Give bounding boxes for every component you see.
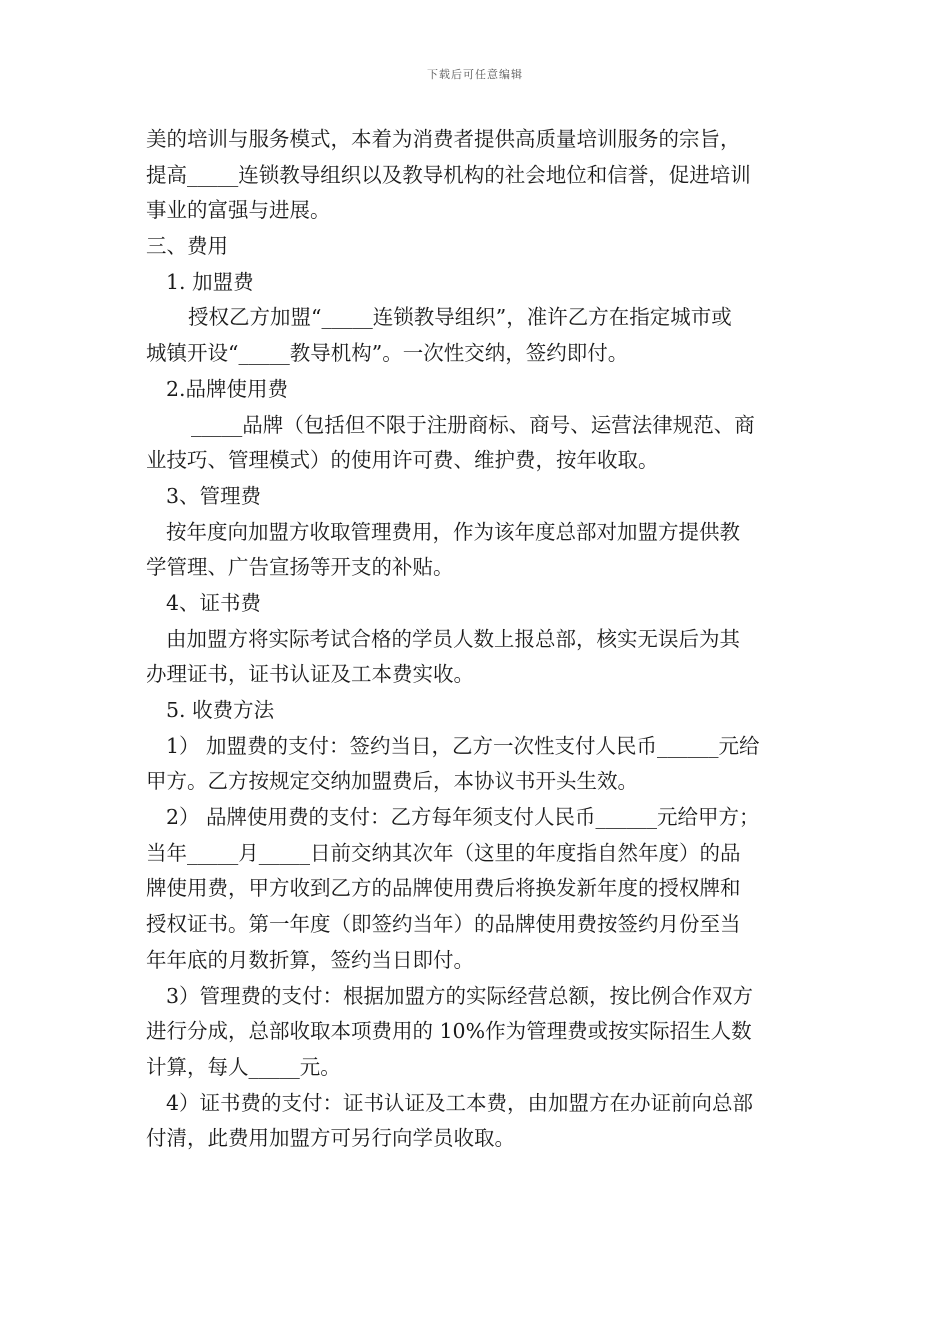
paragraph-line: 事业的富强与进展。	[146, 198, 331, 223]
section-heading: 三、费用	[146, 234, 228, 259]
paragraph-line: 牌使用费，甲方收到乙方的品牌使用费后将换发新年度的授权牌和	[146, 876, 741, 901]
subsection-heading: 4、证书费	[166, 590, 262, 615]
document-body	[146, 122, 806, 1157]
paragraph-line: 1） 加盟费的支付：签约当日，乙方一次性支付人民币______元给	[166, 733, 760, 758]
paragraph-line: 当年_____月_____日前交纳其次年（这里的年度指自然年度）的品	[146, 840, 741, 865]
paragraph-line: 学管理、广告宣扬等开支的补贴。	[146, 555, 454, 580]
subsection-heading: 1. 加盟费	[166, 269, 254, 294]
page-header: 下载后可任意编辑	[427, 68, 523, 81]
paragraph-line: 美的培训与服务模式，本着为消费者提供高质量培训服务的宗旨，	[146, 127, 741, 151]
paragraph-line: 付清，此费用加盟方可另行向学员收取。	[146, 1126, 515, 1151]
paragraph-line: 计算，每人_____元。	[146, 1054, 341, 1079]
paragraph-line: 城镇开设“_____教导机构”。一次性交纳，签约即付。	[146, 341, 629, 366]
paragraph-line: 业技巧、管理模式）的使用许可费、维护费，按年收取。	[146, 448, 659, 473]
paragraph-line: 进行分成，总部收取本项费用的 10%作为管理费或按实际招生人数	[146, 1019, 752, 1044]
paragraph-line: 提高_____连锁教导组织以及教导机构的社会地位和信誉，促进培训	[146, 162, 751, 187]
subsection-heading: 5. 收费方法	[166, 698, 275, 722]
subsection-heading: 3、管理费	[166, 483, 262, 508]
subsection-heading: 2.品牌使用费	[166, 376, 289, 401]
paragraph-line: 由加盟方将实际考试合格的学员人数上报总部，核实无误后为其	[166, 626, 740, 651]
paragraph-line: 4）证书费的支付：证书认证及工本费，由加盟方在办证前向总部	[166, 1090, 754, 1115]
paragraph-line: 办理证书，证书认证及工本费实收。	[146, 662, 474, 687]
paragraph-line: 3）管理费的支付：根据加盟方的实际经营总额，按比例合作双方	[166, 983, 754, 1008]
paragraph-line: 2） 品牌使用费的支付：乙方每年须支付人民币______元给甲方；	[166, 805, 760, 830]
paragraph-line: _____品牌（包括但不限于注册商标、商号、运营法律规范、商	[191, 412, 755, 437]
paragraph-line: 甲方。乙方按规定交纳加盟费后，本协议书开头生效。	[146, 769, 638, 794]
paragraph-line: 按年度向加盟方收取管理费用，作为该年度总部对加盟方提供教	[166, 519, 740, 544]
paragraph-line: 授权乙方加盟“_____连锁教导组织”，准许乙方在指定城市或	[188, 305, 732, 330]
paragraph-line: 年年底的月数折算，签约当日即付。	[146, 947, 474, 972]
paragraph-line: 授权证书。第一年度（即签约当年）的品牌使用费按签约月份至当	[146, 912, 741, 937]
